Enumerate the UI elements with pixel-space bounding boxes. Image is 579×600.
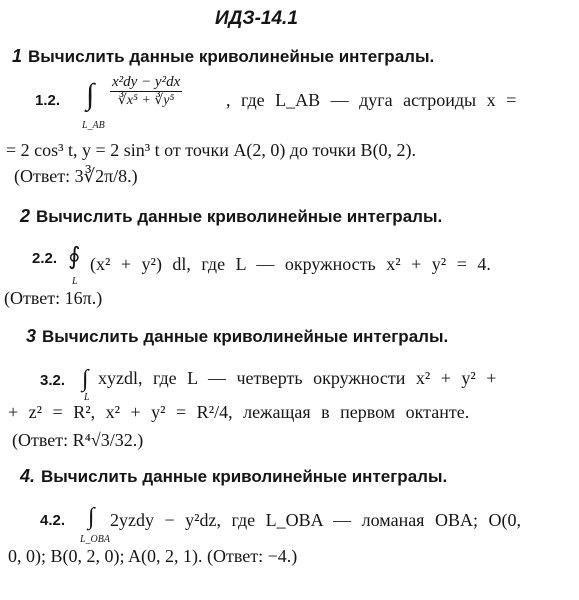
problem-label-1-2: 1.2. — [35, 92, 61, 109]
fraction-numerator: x²dy − y²dx — [112, 74, 181, 90]
task2-line1-text: (x² + y²) dl, где L — окружность x² + y² = 4. — [90, 254, 491, 274]
integral-symbol-3: ∫ — [82, 366, 89, 392]
section-number-1: 1 — [12, 46, 23, 66]
integral-subscript-3: L — [84, 392, 90, 403]
task1-line2-text: = 2 cos³ t, y = 2 sin³ t от точки A(2, 0) до точки B(0, 2). — [6, 140, 417, 160]
integral-subscript-2: L — [72, 276, 78, 287]
problem-label-2-2: 2.2. — [32, 250, 58, 267]
integral-subscript-4: L_OBA — [80, 534, 110, 545]
section-heading-text-2: Вычислить данные криволинейные интегралы. — [36, 207, 443, 226]
task3-line2-text: + z² = R², x² + y² = R²/4, лежащая в первом октанте. — [8, 402, 470, 422]
integral-symbol: ∫ — [86, 78, 95, 111]
section-heading-1 — [12, 46, 434, 67]
problem-label-3-2: 3.2. — [40, 372, 66, 389]
page-title: ИДЗ-14.1 — [215, 8, 298, 29]
task2-answer: (Ответ: 16π.) — [4, 288, 103, 308]
section-heading-2 — [20, 206, 442, 227]
integral-symbol-4: ∫ — [88, 504, 95, 530]
contour-integral-sign-2 — [68, 242, 81, 272]
integral-subscript-1: L_AB — [82, 120, 105, 131]
fraction-1 — [110, 74, 182, 109]
section-number-2: 2 — [20, 206, 31, 226]
integral-sign-3 — [82, 364, 89, 394]
contour-integral-symbol: ∮ — [68, 244, 81, 270]
section-heading-4 — [20, 466, 447, 487]
task3-answer: (Ответ: R⁴√3/32.) — [12, 430, 144, 450]
section-heading-text-4: Вычислить данные криволинейные интегралы. — [41, 467, 448, 486]
section-heading-text-3: Вычислить данные криволинейные интегралы. — [42, 327, 449, 346]
section-number-4: 4. — [20, 466, 36, 486]
task4-line1-text: 2yzdy − y²dz, где L_OBA — ломаная OBA; O(0, — [110, 510, 521, 530]
task4-line2-text: 0, 0); B(0, 2, 0); A(0, 2, 1). (Ответ: −4.) — [8, 546, 298, 566]
integral-sign-4 — [88, 502, 95, 532]
fraction-denominator: ∛x⁵ + ∛y⁵ — [117, 93, 175, 108]
task1-line1-text: , где L_AB — дуга астроиды x = — [226, 90, 517, 110]
section-heading-3 — [26, 326, 448, 347]
integrand-fraction — [110, 74, 182, 109]
section-heading-text-1: Вычислить данные криволинейные интегралы. — [28, 47, 435, 66]
problem-label-4-2: 4.2. — [40, 512, 66, 529]
integral-sign-1 — [86, 80, 94, 110]
task1-answer: (Ответ: 3∛2π/8.) — [14, 166, 138, 186]
task3-line1-text: xyzdl, где L — четверть окружности x² + y² + — [98, 368, 497, 388]
section-number-3: 3 — [26, 326, 37, 346]
